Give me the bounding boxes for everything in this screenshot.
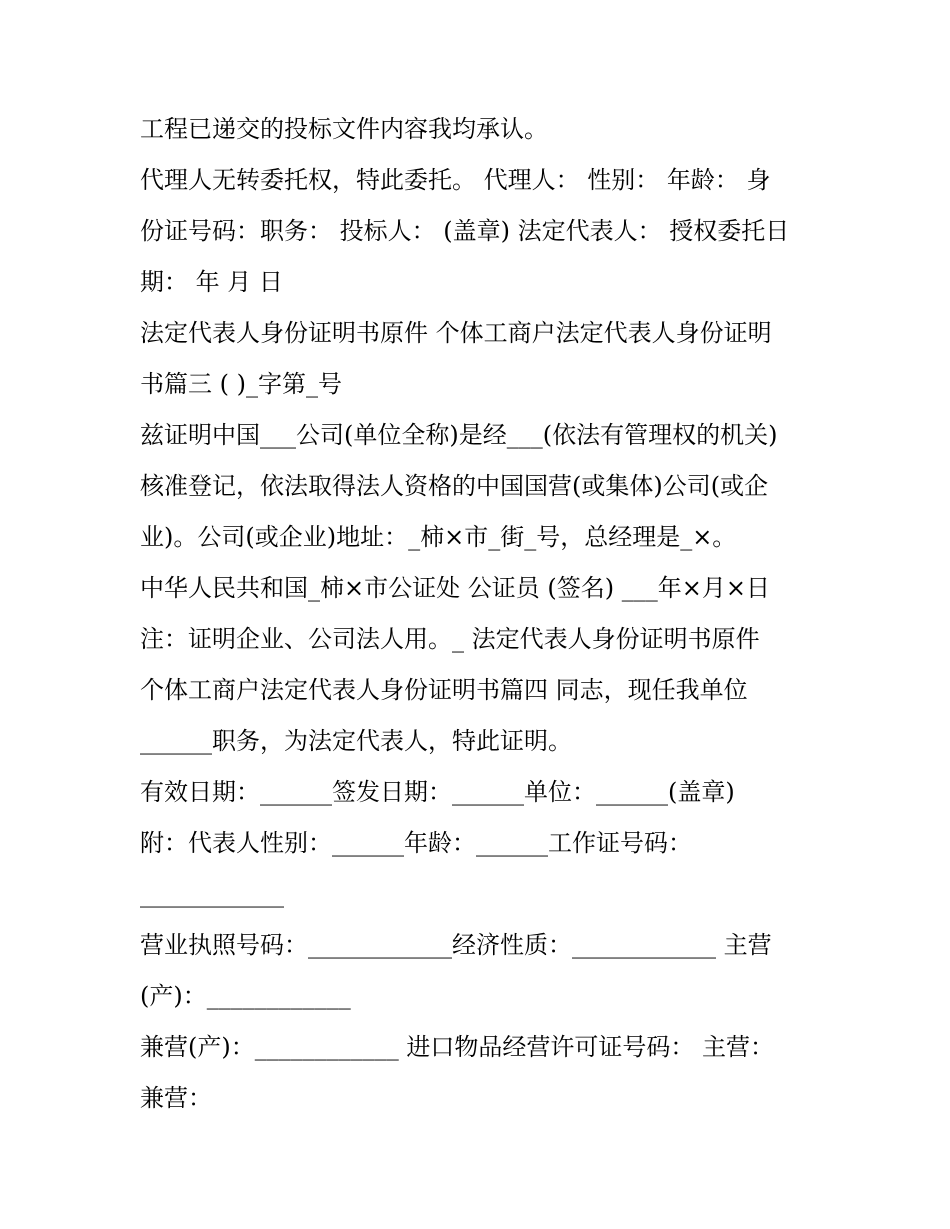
text-line: 兼营： — [140, 1084, 212, 1112]
text-line: 兼营(产)：____________ 进口物品经营许可证号码： 主营： — [140, 1033, 774, 1061]
text-line: 书篇三 ( )_字第_号 — [140, 370, 342, 398]
text-line: 中华人民共和国_柿×市公证处 公证员 (签名) ___年×月×日 — [140, 574, 770, 602]
text-line: 有效日期：______签发日期：______单位：______(盖章) — [140, 778, 735, 806]
text-line: 注：证明企业、公司法人用。_ 法定代表人身份证明书原件 — [140, 625, 760, 653]
document-body — [140, 104, 820, 1124]
text-line: ______职务，为法定代表人，特此证明。 — [140, 727, 572, 755]
text-line: 营业执照号码：____________经济性质：____________ 主营 — [140, 931, 772, 959]
text-line: 工程已递交的投标文件内容我均承认。 — [140, 115, 548, 143]
text-line: ____________ — [140, 880, 284, 908]
text-line: 业)。公司(或企业)地址：_柿×市_街_号，总经理是_×。 — [140, 523, 737, 551]
text-line: (产)：____________ — [140, 982, 351, 1010]
text-line: 附：代表人性别：______年龄：______工作证号码： — [140, 829, 692, 857]
text-line: 个体工商户法定代表人身份证明书篇四 同志，现任我单位 — [140, 676, 748, 704]
text-line: 法定代表人身份证明书原件 个体工商户法定代表人身份证明 — [140, 319, 772, 347]
text-line: 核准登记，依法取得法人资格的中国国营(或集体)公司(或企 — [140, 472, 769, 500]
text-line: 兹证明中国___公司(单位全称)是经___(依法有管理权的机关) — [140, 421, 778, 449]
text-line: 代理人无转委托权，特此委托。 代理人： 性别： 年龄： 身 — [140, 166, 771, 194]
text-line: 份证号码：职务： 投标人： (盖章) 法定代表人： 授权委托日 — [140, 217, 790, 245]
text-line: 期： 年 月 日 — [140, 268, 283, 296]
